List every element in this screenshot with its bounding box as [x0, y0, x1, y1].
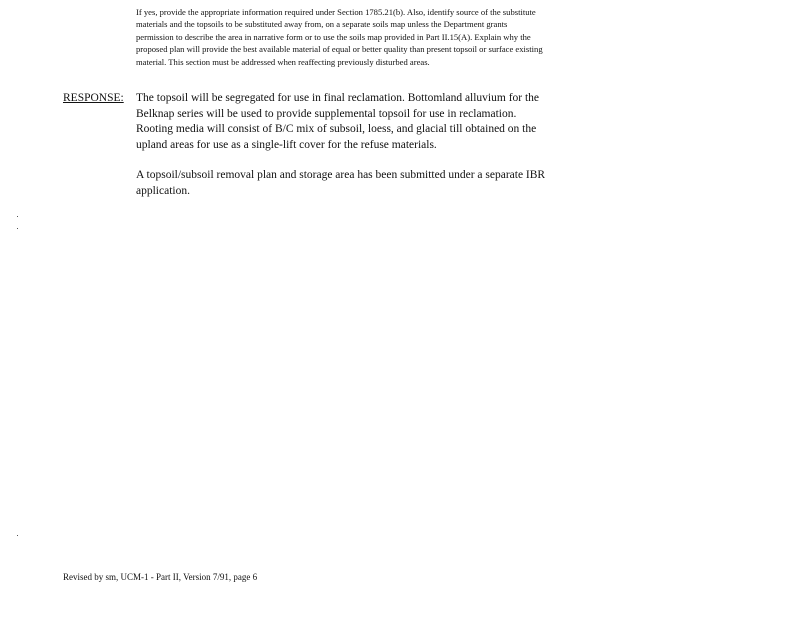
response-label: RESPONSE:	[63, 92, 124, 104]
page-footer: Revised by sm, UCM-1 - Part II, Version 7/91, page 6	[63, 572, 258, 582]
response-body	[136, 91, 556, 214]
response-paragraph: The topsoil will be segregated for use in final reclamation. Bottomland alluvium for the Belknap series will be used to provide supplemental topsoil for use in reclamation. Rooting media will consist of B/C mix of subsoil, loess, and glacial till obtained on the upland areas for use as a single-lift cover for the refuse materials.	[136, 92, 540, 151]
scan-speck	[17, 535, 18, 536]
question-text: If yes, provide the appropriate information required under Section 1785.21(b). Also, identify source of the substitute materials and the topsoils to be substituted away from, on a separate soils map unless the Department grants permission to describe the area in narrative form or to use the soils map provided in Part II.15(A). Explain why the proposed plan will provide the best available material of equal or better quality than present topsoil or surface existing material. This section must be addressed when reaffecting previously disturbed areas.	[136, 7, 543, 67]
scan-speck	[17, 216, 18, 217]
response-paragraph: A topsoil/subsoil removal plan and storage area has been submitted under a separate IBR application.	[136, 169, 546, 197]
scan-speck	[17, 228, 18, 229]
